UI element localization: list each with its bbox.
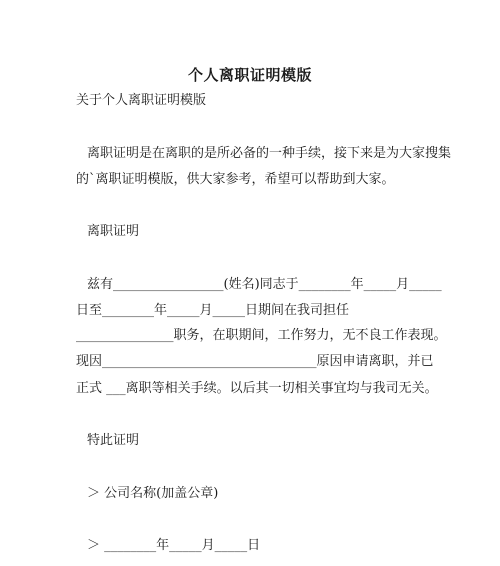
intro-line-2: 的`离职证明模版，供大家参考，希望可以帮助到大家。 xyxy=(76,172,395,187)
date-line: ＞ ________年_____月_____日 xyxy=(87,538,261,553)
body-line-3: _______________职务，在职期间，工作努力，无不良工作表现。 xyxy=(76,328,447,343)
certificate-heading: 离职证明 xyxy=(87,224,140,239)
document-subtitle: 关于个人离职证明模版 xyxy=(76,93,207,108)
body-line-2: 日至________年_____月_____日期间在我司担任 xyxy=(76,303,350,318)
intro-line-1: 离职证明是在离职的是所必备的一种手续，接下来是为大家搜集 xyxy=(87,146,452,161)
body-line-4: 现因_________________________________原因申请离职，并已 xyxy=(76,354,434,369)
document-title: 个人离职证明模版 xyxy=(187,66,312,84)
company-name-line: ＞ 公司名称(加盖公章) xyxy=(87,486,219,501)
body-line-1: 兹有_________________(姓名)同志于________年_____月_____ xyxy=(87,277,442,292)
body-line-5: 正式 ___离职等相关手续。以后其一切相关事宜均与我司无关。 xyxy=(76,381,438,396)
closing-text: 特此证明 xyxy=(87,433,140,448)
